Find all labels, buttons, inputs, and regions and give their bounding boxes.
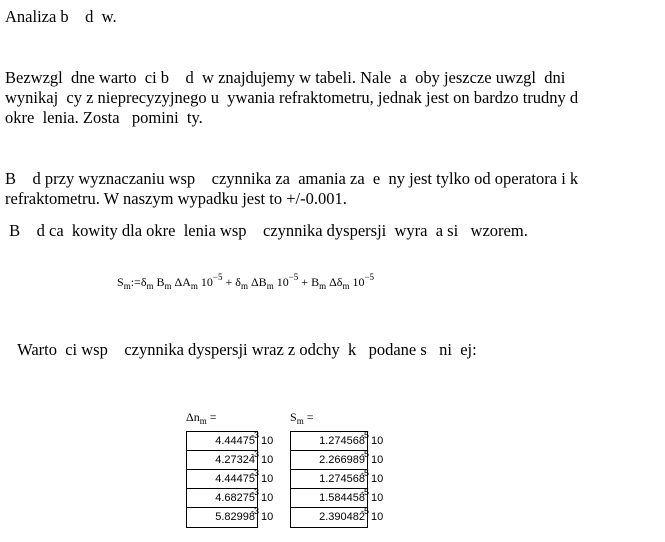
- delta-n-label-sub: m: [199, 416, 207, 426]
- table-row: [186, 468, 274, 488]
- cell-base: 10: [261, 435, 274, 447]
- term1-delta-sub: m: [146, 281, 154, 291]
- paragraph-total-error: B d ca kowity dla okre lenia wsp czynnika dyspersji wyra a si wzorem.: [5, 221, 528, 240]
- s-eq: =: [303, 410, 314, 424]
- formula-lhs: S: [117, 275, 124, 289]
- cell-mantissa: 1.584458: [319, 492, 365, 504]
- cell-base: 10: [261, 492, 274, 504]
- s-table: [290, 430, 384, 528]
- paragraph-errors-line-1: Bezwzgl dne warto ci b d w znajdujemy w tabeli. Nale a oby jeszcze uwzgl dni: [5, 68, 566, 87]
- term1-da: ΔA: [174, 275, 191, 289]
- cell-mantissa: 4.27324: [215, 454, 255, 466]
- paragraph-errors-line-2: wynikaj cy z nieprecyzyjnego u ywania refraktometru, jednak jest on bardzo trudny d: [5, 88, 579, 107]
- dispersion-error-formula: $S_m:=\delta_m$ $B_m$ $\Delta A_m$ $10^{-5} + \delta_m$ $\Delta B_m$ $10^{-5} + B_m$ $\Delta\delta_m$ $10^{-5}$: [117, 272, 375, 291]
- term1-b-sub: m: [164, 281, 172, 291]
- formula-lhs-sub: m: [123, 281, 131, 291]
- cell-base: 10: [371, 454, 384, 466]
- delta-n-eq: =: [206, 410, 217, 424]
- term3-b: B: [311, 275, 320, 289]
- delta-n-label: Δn: [186, 410, 200, 424]
- term3-power: 10: [352, 275, 365, 289]
- term3-ddelta-sub: m: [342, 281, 350, 291]
- cell-mantissa: 5.82998: [215, 511, 255, 523]
- cell-exponent: -3: [250, 468, 259, 478]
- s-header: [290, 410, 313, 426]
- cell-base: 10: [371, 492, 384, 504]
- term3-b-sub: m: [319, 281, 327, 291]
- table-row: [290, 449, 384, 469]
- cell-exponent: -3: [250, 449, 259, 459]
- paragraph-refraction-line-2: refraktometru. W naszym wypadku jest to +/-0.001.: [5, 189, 347, 208]
- term2-delta-sub: m: [240, 281, 248, 291]
- cell-mantissa: 4.68275: [215, 492, 255, 504]
- cell-exponent: -5: [360, 449, 369, 459]
- table-row: [186, 449, 274, 469]
- cell-mantissa: 2.390482: [319, 511, 365, 523]
- term1-power: 10: [200, 275, 213, 289]
- term3-ddelta: Δδ: [329, 275, 343, 289]
- table-row: [290, 468, 384, 488]
- term2-db-sub: m: [266, 281, 274, 291]
- formula-assign: :=: [130, 275, 141, 289]
- term2-power: 10: [276, 275, 289, 289]
- cell-mantissa: 1.274568: [319, 473, 365, 485]
- term1-da-sub: m: [190, 281, 198, 291]
- term2-exp: −5: [288, 272, 299, 282]
- paragraph-dispersion-values: Warto ci wsp czynnika dyspersji wraz z odchy k podane s ni ej:: [5, 340, 477, 359]
- term2-delta: δ: [235, 275, 241, 289]
- cell-exponent: -5: [360, 468, 369, 478]
- cell-exponent: -3: [250, 506, 259, 516]
- cell-mantissa: 4.44475: [215, 435, 255, 447]
- cell-base: 10: [371, 435, 384, 447]
- cell-base: 10: [371, 511, 384, 523]
- s-label: S: [290, 410, 297, 424]
- cell-base: 10: [261, 473, 274, 485]
- cell-mantissa: 2.266989: [319, 454, 365, 466]
- cell-mantissa: 1.274568: [319, 435, 365, 447]
- table-row: [290, 487, 384, 507]
- table-row: [186, 430, 274, 450]
- term3-exp: −5: [364, 272, 375, 282]
- table-row: [186, 506, 274, 528]
- table-row: [290, 506, 384, 528]
- delta-n-header: [186, 410, 217, 426]
- cell-base: 10: [371, 473, 384, 485]
- cell-exponent: -5: [360, 487, 369, 497]
- paragraph-errors-line-3: okre lenia. Zosta pomini ty.: [5, 108, 203, 127]
- term1-delta: δ: [140, 275, 147, 289]
- cell-mantissa: 4.44475: [215, 473, 255, 485]
- cell-base: 10: [261, 511, 274, 523]
- section-heading: Analiza b d w.: [5, 7, 117, 26]
- cell-exponent: -3: [250, 430, 259, 440]
- cell-exponent: -3: [250, 487, 259, 497]
- cell-exponent: -5: [360, 506, 369, 516]
- table-row: [290, 430, 384, 450]
- term1-b: B: [156, 275, 165, 289]
- delta-n-table: [186, 430, 274, 528]
- cell-base: 10: [261, 454, 274, 466]
- s-label-sub: m: [296, 416, 304, 426]
- cell-exponent: -5: [360, 430, 369, 440]
- term1-exp: −5: [212, 272, 223, 282]
- paragraph-refraction-line-1: B d przy wyznaczaniu wsp czynnika za amania za e ny jest tylko od operatora i k: [5, 169, 579, 188]
- table-row: [186, 487, 274, 507]
- term2-db: ΔB: [250, 275, 267, 289]
